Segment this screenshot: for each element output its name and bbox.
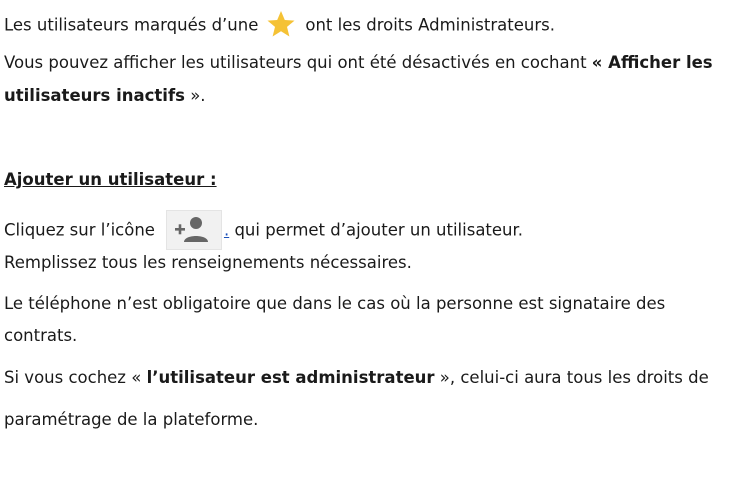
click-icon-paragraph [4, 211, 523, 251]
star-icon [266, 9, 296, 39]
admin-checkbox-line2: paramétrage de la plateforme. [4, 410, 259, 429]
show-inactive-option-label-end: utilisateurs inactifs [4, 86, 185, 105]
admin-checkbox-line1 [4, 368, 709, 388]
show-inactive-line1 [4, 53, 713, 73]
click-icon-text-before: Cliquez sur l’icône [4, 220, 155, 240]
admin-checkbox-text-before: Si vous cochez « [4, 368, 147, 387]
admin-checkbox-text-after: », celui-ci aura tous les droits de [434, 368, 709, 387]
show-inactive-line2 [4, 86, 206, 106]
phone-note-line1: Le téléphone n’est obligatoire que dans le cas où la personne est signataire des [4, 294, 666, 313]
section-heading-add-user: Ajouter un utilisateur : [4, 170, 217, 189]
add-user-link[interactable]: . [223, 220, 230, 240]
admin-marker-text-before: Les utilisateurs marqués d’une [4, 15, 259, 35]
admin-marker-paragraph [4, 11, 555, 41]
phone-note-line2: contrats. [4, 326, 78, 345]
show-inactive-closing: ». [184, 86, 206, 105]
show-inactive-option-label-start: « Afficher les [591, 53, 713, 72]
show-inactive-text: Vous pouvez afficher les utilisateurs qui ont été désactivés en cochant [4, 53, 592, 72]
admin-checkbox-label: l’utilisateur est administrateur [146, 368, 435, 387]
add-user-icon[interactable] [166, 210, 222, 250]
click-icon-text-after: qui permet d’ajouter un utilisateur. [229, 220, 524, 240]
admin-marker-text-after: ont les droits Administrateurs. [305, 15, 555, 35]
fill-info-paragraph: Remplissez tous les renseignements nécessaires. [4, 253, 412, 272]
